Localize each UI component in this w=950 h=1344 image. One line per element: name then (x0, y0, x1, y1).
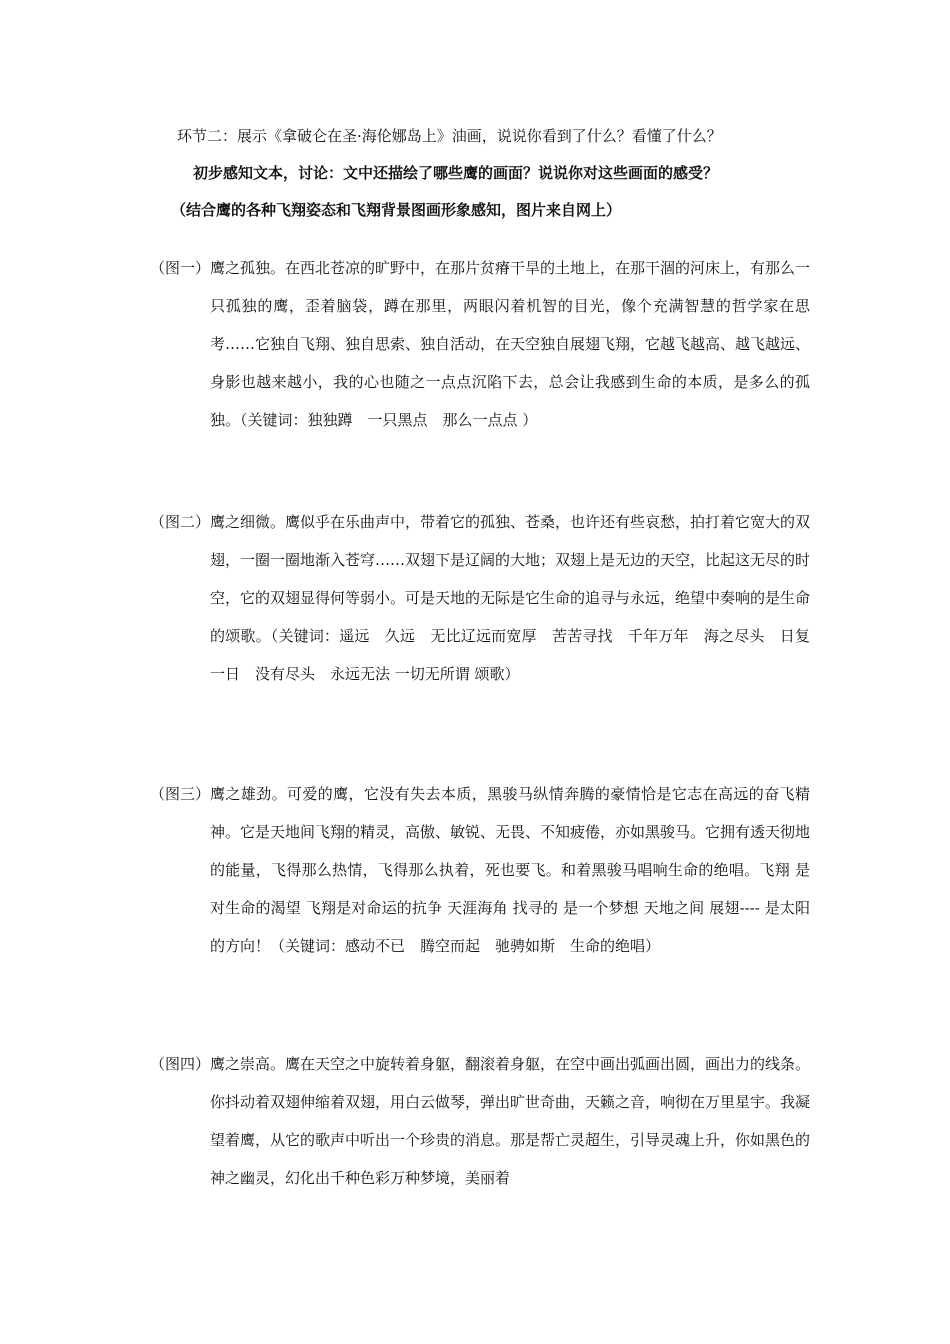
figure-label: （图一） (150, 259, 211, 277)
figure-paragraph: 鹰之雄劲。可爱的鹰，它没有失去本质，黑骏马纵情奔腾的豪情恰是它志在高远的奋飞精神。它是天地间飞翔的精灵，高傲、敏锐、无畏、不知疲倦，亦如黑骏马。它拥有透天彻地的能量，飞得那么热情，飞得那么执着，死也要飞。和着黑骏马唱响生命的绝唱。飞翔 是对生命的渴望 飞翔是对命运的抗争 天涯海角 找寻的 是一个梦想 天地之间 展翅---- 是太阳的方向！（关键词：感动不已 腾空而起 驰骋如斯 生命的绝唱） (210, 785, 811, 955)
figure-paragraph: 鹰之细微。鹰似乎在乐曲声中，带着它的孤独、苍桑，也许还有些哀愁，拍打着它宽大的双翅，一圈一圈地渐入苍穹……双翅下是辽阔的大地；双翅上是无边的天空，比起这无尽的时空，它的双翅显得何等弱小。可是天地的无际是它生命的追寻与永远，绝望中奏响的是生命的颂歌。（关键词：遥远 久远 无比辽远而宽厚 苦苦寻找 千年万年 海之尽头 日复一日 没有尽头 永远无法 一切无所谓 颂歌） (210, 513, 811, 683)
discussion-prompt: 初步感知文本，讨论：文中还描绘了哪些鹰的画面？说说你对这些画面的感受？ (193, 164, 719, 182)
figure-label: （图三） (150, 785, 211, 803)
figure-paragraph: 鹰之崇高。鹰在天空之中旋转着身躯，翻滚着身躯，在空中画出弧画出圆，画出力的线条。你抖动着双翅伸缩着双翅，用白云做琴，弹出旷世奇曲，天籁之音，响彻在万里星宇。我凝望着鹰，从它的歌声中听出一个珍贵的消息。那是帮亡灵超生，引导灵魂上升，你如黑色的神之幽灵，幻化出千种色彩万种梦境，美丽着 (210, 1055, 811, 1187)
image-note: （结合鹰的各种飞翔姿态和飞翔背景图画形象感知，图片来自网上） (171, 201, 622, 219)
figure-paragraph: 鹰之孤独。在西北苍凉的旷野中，在那片贫瘠干旱的土地上，在那干涸的河床上，有那么一只孤独的鹰，歪着脑袋，蹲在那里，两眼闪着机智的目光，像个充满智慧的哲学家在思考……它独自飞翔、独自思索、独自活动，在天空独自展翅飞翔，它越飞越高、越飞越远、身影也越来越小，我的心也随之一点点沉陷下去，总会让我感到生命的本质，是多么的孤独。（关键词：独独蹲 一只黑点 那么一点点 ） (210, 259, 811, 429)
activity-intro-line: 环节二：展示《拿破仑在圣·海伦娜岛上》油画，说说你看到了什么？看懂了什么？ (177, 127, 722, 145)
figure-label: （图四） (150, 1055, 211, 1073)
figure-label: （图二） (150, 513, 211, 531)
